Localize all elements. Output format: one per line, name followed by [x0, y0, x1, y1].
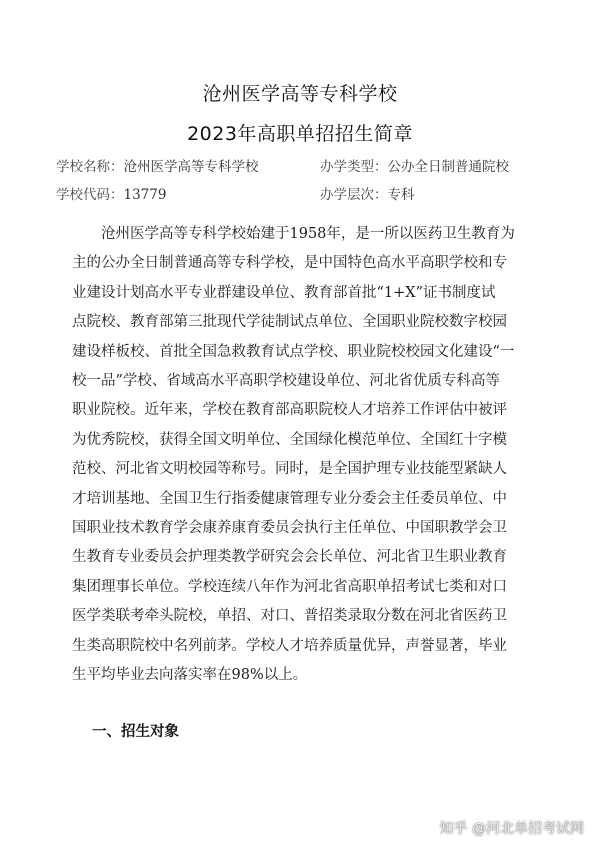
- meta-school-type: [320, 155, 509, 175]
- meta-school-name: [56, 155, 259, 175]
- paragraph-line: 校一品”学校、省域高水平高职学校建设单位、河北省优质专科高等: [72, 373, 500, 390]
- paragraph-line: 建设样板校、首批全国急救教育试点学校、职业院校校园文化建设“一: [72, 343, 515, 360]
- section-heading-enrollment-target: 一、招生对象: [92, 724, 179, 740]
- meta-school-code-label: 学校代码：: [56, 187, 124, 203]
- paragraph-line: 业建设计划高水平专业群建设单位、教育部首批“1+X”证书制度试: [72, 284, 496, 301]
- paragraph-line: 国职业技术教育学会康养康育委员会执行主任单位、中国职教学会卫: [72, 520, 507, 537]
- paragraph-line: 职业院校。近年来，学校在教育部高职院校人才培养工作评估中被评: [72, 402, 507, 419]
- zhihu-watermark: 知乎 @河北单招考试网: [439, 821, 584, 837]
- paragraph-line: 生类高职院校中名列前茅。学校人才培养质量优异，声誉显著，毕业: [72, 637, 507, 654]
- paragraph-line: 沧州医学高等专科学校始建于1958年，是一所以医药卫生教育为: [101, 226, 515, 242]
- paragraph-line: 主的公办全日制普通高等专科学校，是中国特色高水平高职学校和专: [72, 255, 507, 272]
- meta-school-code-value: 13779: [123, 187, 167, 203]
- paragraph-line: 点院校、教育部第三批现代学徒制试点单位、全国职业院校数字校园: [72, 314, 507, 331]
- meta-school-name-value: 沧州医学高等专科学校: [123, 159, 259, 175]
- paragraph-line: 为优秀院校，获得全国文明单位、全国绿化模范单位、全国红十字模: [72, 431, 507, 448]
- paragraph-line: 集团理事长单位。学校连续八年作为河北省高职单招考试七类和对口: [72, 578, 507, 595]
- document-title-school: 沧州医学高等专科学校: [202, 83, 398, 105]
- meta-school-name-label: 学校名称：: [56, 159, 124, 175]
- paragraph-line: 医学类联考牵头院校，单招、对口、普招类录取分数在河北省医药卫: [72, 608, 507, 625]
- paragraph-line: 范校、河北省文明校园等称号。同时，是全国护理专业技能型紧缺人: [72, 461, 507, 478]
- meta-school-level-value: 专科: [387, 187, 415, 203]
- meta-school-type-value: 公办全日制普通院校: [387, 159, 509, 175]
- paragraph-line: 生教育专业委员会护理类教学研究会会长单位、河北省卫生职业教育: [72, 549, 507, 566]
- meta-school-level-label: 办学层次：: [320, 187, 388, 203]
- paragraph-line: 才培训基地、全国卫生行指委健康管理专业分委会主任委员单位、中: [72, 490, 507, 507]
- document-title-brochure: 2023年高职单招招生简章: [187, 123, 413, 145]
- meta-school-code: [56, 183, 166, 203]
- meta-school-level: [320, 183, 415, 203]
- meta-school-type-label: 办学类型：: [320, 159, 388, 175]
- intro-paragraph: [72, 220, 556, 691]
- paragraph-line: 生平均毕业去向落实率在98%以上。: [72, 667, 308, 684]
